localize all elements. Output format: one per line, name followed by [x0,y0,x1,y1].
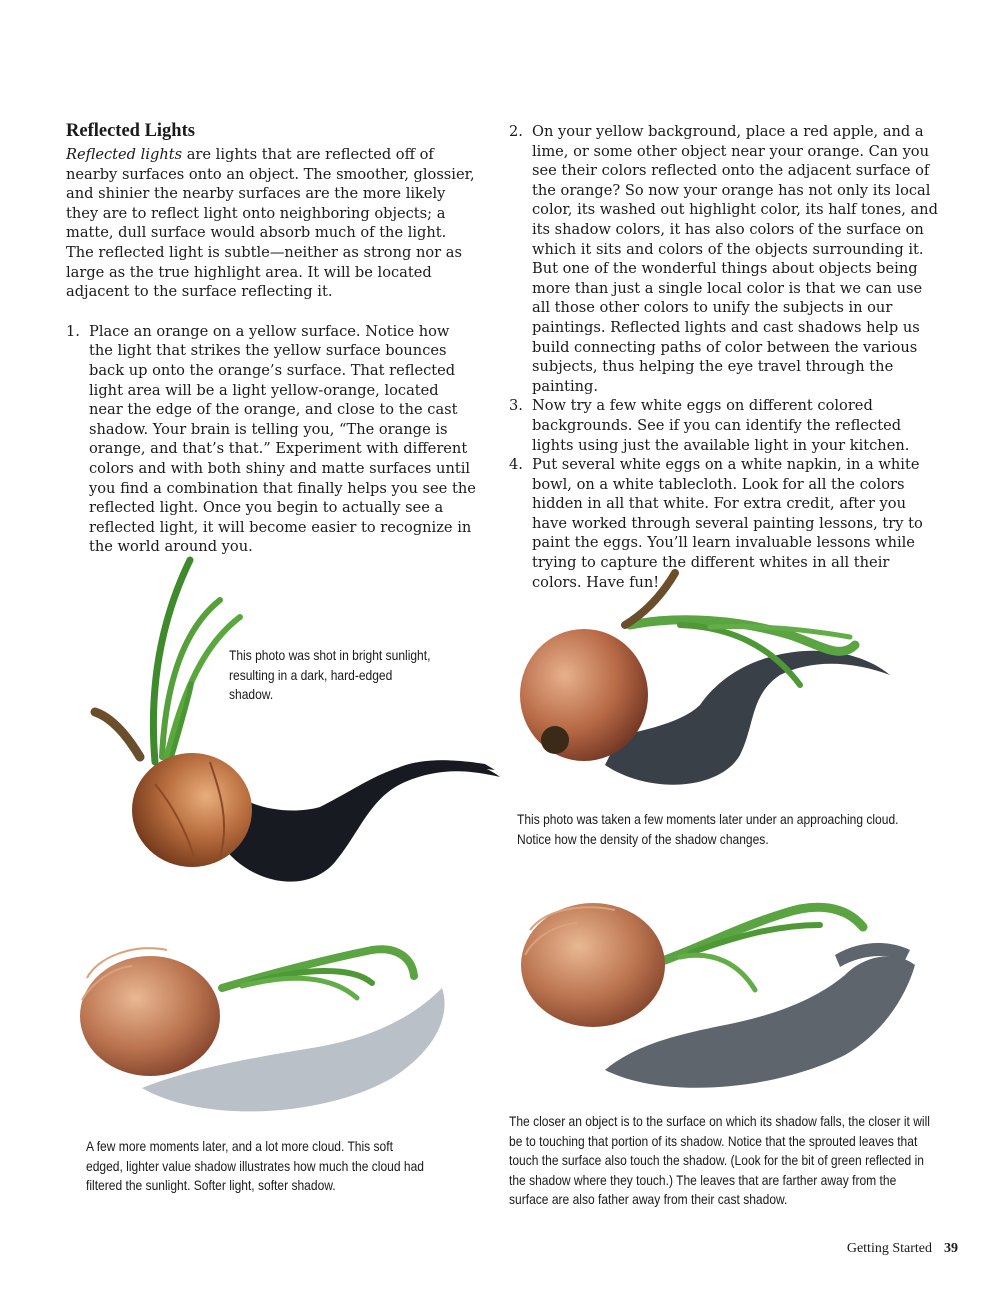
list-number: 2. [509,123,523,140]
list-number: 3. [509,397,523,415]
intro-paragraph [66,145,476,302]
page-number: 39 [944,1241,958,1256]
list-text: Place an orange on a yellow surface. Notice how the light that strikes the yellow surface bounces back up onto the orange’s surface. That reflected light area will be a light yellow-orange, located near the edge of the orange, and close to the cast shadow. Your brain is telling you, “The orange is orange, and that’s that.” Experiment with different colors and with both shiny and matte surfaces until you find a combination that finally helps you see the reflected light. Once you begin to actually see a reflected light, it will become easier to recognize in the world around you. [89,322,476,556]
onion-photo-sunlight [70,552,510,912]
onion-photo-more-cloud [72,928,472,1123]
steps-list-right [509,122,941,592]
list-number: 1. [66,322,80,340]
photo-caption-4: The closer an object is to the surface on which its shadow falls, the closer it will be to touching that portion of its shadow. Notice that the sprouted leaves that touch the surface also touch the shadow. (Look for the bit of green reflected in the shadow where they touch.) The leaves that are farther away from the surface are also father away from their cast shadow. [509,1113,930,1208]
list-item [509,396,941,455]
footer-section-title: Getting Started [846,1241,932,1256]
medium-shadow [605,651,890,785]
section-heading: Reflected Lights [66,121,195,141]
photo-caption-3: A few more moments later, and a lot more cloud. This soft edged, lighter value shadow illustrates how much the cloud had filtered the sunlight. Softer light, softer shadow. [86,1138,425,1194]
list-number: 4. [509,456,523,474]
list-item [66,322,476,557]
steps-list-left [66,322,476,557]
page-footer [847,1241,958,1257]
list-text: On your yellow background, place a red apple, and a lime, or some other object near your orange. Can you see their colors reflected onto the adjacent surface of the orange? So now your orange has not only its local color, its washed out highlight color, its half tones, and its shadow colors, it has also colors of the surface on which it sits and colors of the objects surrounding it. But one of the wonderful things about objects being more than just a single local color is that we can use all those other colors to unify the subjects in our paintings. Reflected lights and cast shadows help us build connecting paths of color between the various subjects, thus helping the eye travel through the painting. [532,123,938,395]
list-item [509,122,941,396]
list-text: Now try a few white eggs on different colored backgrounds. See if you can identify the reflected lights using just the available light in your kitchen. [532,397,910,454]
onion-bulb [80,956,220,1076]
right-column [509,122,941,592]
intro-term: Reflected lights [66,146,183,163]
photo-caption-2: This photo was taken a few moments later under an approaching cloud. Notice how the density of the shadow changes. [517,811,899,847]
onion-bulb [520,629,648,761]
onion-bulb [521,903,665,1027]
onion-photo-cloud-approaching [510,565,930,805]
left-column [66,120,476,557]
list-text: Put several white eggs on a white napkin, in a white bowl, on a white tablecloth. Look for all the colors hidden in all that white. For extra credit, after you have worked through several painting lessons, try to paint the eggs. You’ll learn invaluable lessons while trying to capture the different whites in all their colors. Have fun! [532,456,923,591]
photo-caption-1: This photo was shot in bright sunlight, resulting in a dark, hard-edged shadow. [229,647,431,703]
intro-text: are lights that are reflected off of nearby surfaces onto an object. The smoother, glossier, and shinier the nearby surfaces are the more likely they are to reflect light onto neighboring objects; a matte, dull surface would absorb much of the light. The reflected light is subtle—neither as strong nor as large as the true highlight area. It will be located adjacent to the surface reflecting it. [66,146,475,301]
onion-photo-shadow-contact [515,895,935,1100]
hard-shadow [220,760,500,881]
